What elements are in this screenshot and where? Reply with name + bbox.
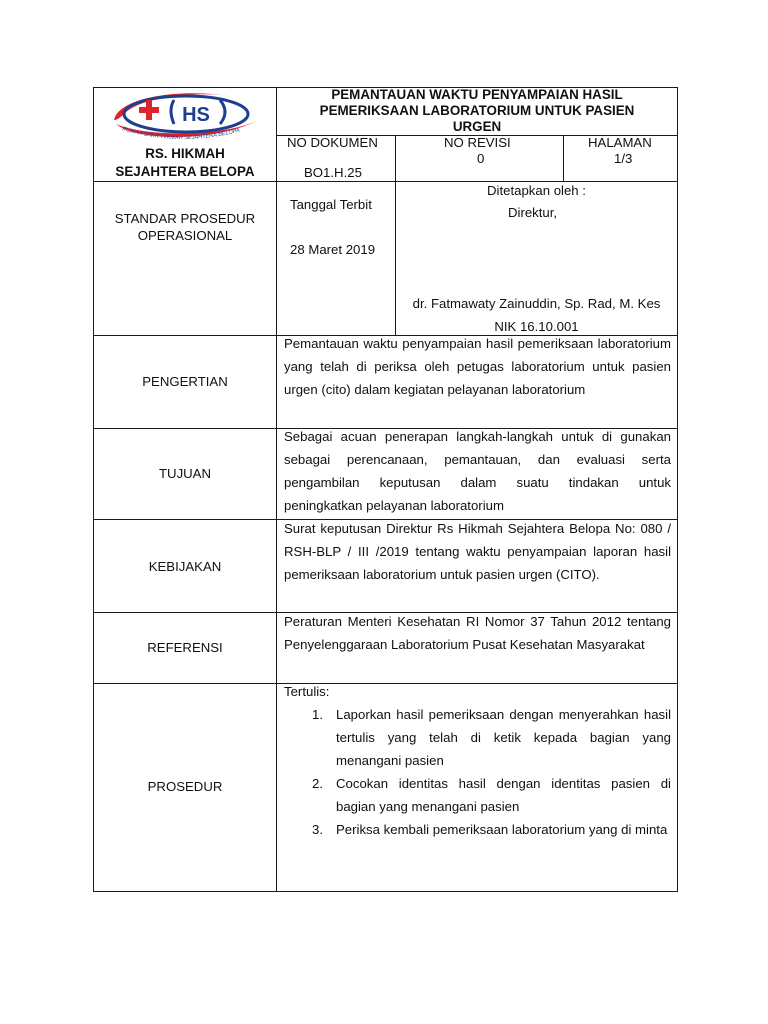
signatory-nik: NIK 16.10.001 <box>494 319 579 334</box>
sop-label-line1: STANDAR PROSEDUR <box>114 211 256 226</box>
document-title-line2: PEMERIKSAAN LABORATORIUM UNTUK PASIEN <box>319 103 635 118</box>
hospital-name-line2: SEJAHTERA BELOPA <box>115 164 255 179</box>
table-column-divider <box>276 87 277 892</box>
signatory-name: dr. Fatmawaty Zainuddin, Sp. Rad, M. Kes <box>412 296 661 311</box>
header-col-divider-2 <box>563 135 564 181</box>
director-title: Direktur, <box>508 205 558 220</box>
revision-value: 0 <box>477 151 485 166</box>
section-label-kebijakan: KEBIJAKAN <box>148 559 222 574</box>
logo-arc-text: RUMAH SAKIT HIKMAH SEJAHTERA BELOPA <box>121 126 241 142</box>
prosedur-steps <box>284 703 671 841</box>
document-title-line3: URGEN <box>452 119 502 134</box>
set-by-label: Ditetapkan oleh : <box>487 183 586 198</box>
section-label-referensi: REFERENSI <box>147 640 223 655</box>
step-text: Laporkan hasil pemeriksaan dengan menyerahkan hasil tertulis yang telah di ketik kepada bagian yang menangani pasien <box>336 707 671 768</box>
step-number: 1. <box>312 707 323 722</box>
prosedur-step <box>284 818 671 841</box>
revision-label: NO REVISI <box>444 135 511 150</box>
hospital-name-line1: RS. HIKMAH <box>145 146 225 161</box>
section-text-tujuan: Sebagai acuan penerapan langkah-langkah untuk di gunakan sebagai perencanaan, pemantauan, dan evaluasi serta pengambilan keputusan dalam suatu tindakan untuk peningkatkan pelayanan laboratorium <box>284 429 671 513</box>
step-text: Cocokan identitas hasil dengan identitas pasien di bagian yang menangani pasien <box>336 776 671 814</box>
step-text: Periksa kembali pemeriksaan laboratorium yang di minta <box>336 822 668 837</box>
doc-number-label: NO DOKUMEN <box>287 135 378 150</box>
svg-text:HS: HS <box>182 104 210 126</box>
sop-label-line2: OPERASIONAL <box>137 228 233 243</box>
section-text-pengertian: Pemantauan waktu penyampaian hasil pemeriksaan laboratorium yang telah di periksa oleh petugas laboratorium untuk pasien urgen (cito) dalam kegiatan pelayanan laboratorium <box>284 336 671 397</box>
table-border-right <box>677 87 678 892</box>
step-number: 2. <box>312 776 323 791</box>
header-col-divider-1 <box>395 135 396 181</box>
section-label-pengertian: PENGERTIAN <box>142 374 228 389</box>
page-label: HALAMAN <box>588 135 652 150</box>
logo-emblem-icon <box>108 90 264 146</box>
doc-number-value: BO1.H.25 <box>304 165 362 180</box>
step-number: 3. <box>312 822 323 837</box>
document-title-line1: PEMANTAUAN WAKTU PENYAMPAIAN HASIL <box>331 87 623 102</box>
table-border-left <box>93 87 94 892</box>
table-border-bottom <box>93 891 678 892</box>
page-value: 1/3 <box>614 151 633 166</box>
section-label-tujuan: TUJUAN <box>158 466 212 481</box>
section-prosedur-body <box>284 680 671 841</box>
section-text-referensi: Peraturan Menteri Kesehatan RI Nomor 37 Tahun 2012 tentang Penyelenggaraan Laboratorium Pusat Kesehatan Masyarakat <box>284 614 671 652</box>
section-label-prosedur: PROSEDUR <box>147 779 223 794</box>
issue-date: 28 Maret 2019 <box>290 242 376 257</box>
issue-date-label: Tanggal Terbit <box>290 197 372 212</box>
prosedur-intro: Tertulis: <box>284 684 330 699</box>
prosedur-step <box>284 772 671 818</box>
section-text-kebijakan: Surat keputusan Direktur Rs Hikmah Sejahtera Belopa No: 080 / RSH-BLP / III /2019 tentang waktu penyampaian laporan hasil pemeriksaan laboratorium untuk pasien urgen (CITO). <box>284 521 671 582</box>
hospital-logo <box>108 90 264 146</box>
prosedur-step <box>284 703 671 772</box>
